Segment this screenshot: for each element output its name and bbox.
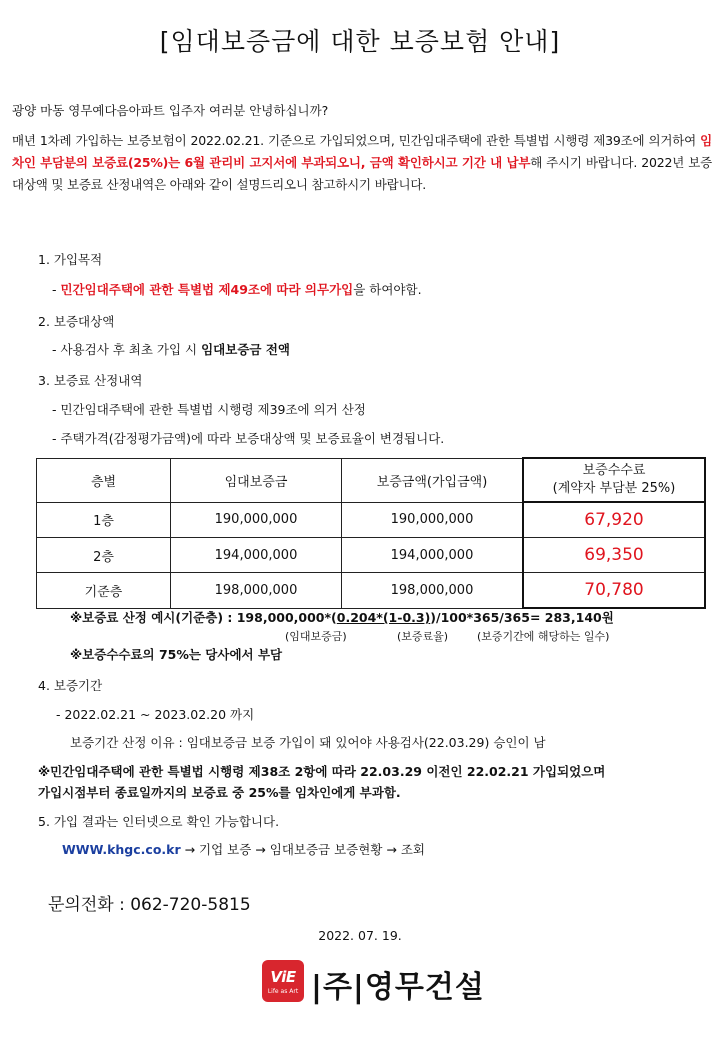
section5-path: → 기업 보증 → 임대보증금 보증현황 → 조회: [180, 842, 425, 857]
fee-example-rate: 0.204*(1-0.3): [336, 610, 431, 625]
table-row: [37, 573, 706, 609]
note-deposit: (임대보증금): [285, 630, 347, 643]
fee-table-header-row: [37, 458, 706, 502]
fee-table: [36, 457, 706, 609]
row-fee: 67,920: [523, 502, 705, 538]
section1-tail: 을 하여야함.: [353, 282, 422, 297]
section3-heading: 3. 보증료 산정내역: [38, 373, 143, 388]
company-name: |주|영무건설: [311, 970, 485, 1005]
header-fee-line1: 보증수수료: [582, 463, 646, 478]
row-insured: 190,000,000: [342, 502, 524, 538]
vie-logo-mark: ViE: [270, 968, 296, 986]
contact-phone: 문의전화 : 062-720-5815: [48, 895, 251, 915]
section1-line: [52, 280, 422, 298]
section4-reason: 보증기간 산정 이유 : 임대보증금 보증 가입이 돼 있어야 사용검사(22.03.29) 승인이 남: [70, 735, 546, 750]
vie-logo-tagline: Life as Art: [267, 988, 299, 995]
table-row: [37, 538, 706, 573]
section1-heading: 1. 가입목적: [38, 252, 103, 267]
khgc-link[interactable]: WWW.khgc.co.kr: [62, 842, 181, 857]
row-floor: 기준층: [37, 573, 171, 609]
greeting: 광양 마동 영무예다음아파트 입주자 여러분 안녕하십니까?: [12, 103, 329, 118]
page-title: [임대보증금에 대한 보증보험 안내]: [159, 27, 561, 56]
section5-line: [62, 840, 425, 858]
note-rate: (보증료율): [397, 630, 449, 643]
intro-highlight: 임차인 부담분의 보증료(25%)는 6월 관리비 고지서에 부과되오니, 금액 확인하시고 기간 내 납부: [12, 133, 712, 170]
intro-text-1: 매년 1차례 가입하는 보증보험이 2022.02.21. 기준으로 가입되었으며, 민간임대주택에 관한 특별법 시행령 제39조에 의거하여: [12, 133, 701, 148]
fee-example-suffix: )/100*365/365= 283,140원: [430, 610, 614, 625]
row-fee: 69,350: [523, 538, 705, 573]
table-row: [37, 502, 706, 538]
row-floor: 1층: [37, 502, 171, 538]
vie-logo: [262, 960, 304, 1002]
document-date: 2022. 07. 19.: [318, 928, 402, 943]
section1-dash: -: [52, 282, 61, 297]
section5-heading: 5. 가입 결과는 인터넷으로 확인 가능합니다.: [38, 814, 280, 829]
note-days: (보증기간에 해당하는 일수): [477, 630, 610, 643]
section2-line: [52, 340, 290, 358]
notice-line2: 가입시점부터 종료일까지의 보증료 중 25%를 임차인에게 부과함.: [38, 785, 401, 800]
row-deposit: 198,000,000: [171, 573, 342, 609]
section4-heading: 4. 보증기간: [38, 678, 103, 693]
section2-bold: 임대보증금 전액: [201, 342, 290, 357]
header-fee-line2: (계약자 부담분 25%): [552, 481, 676, 496]
row-fee: 70,780: [523, 573, 705, 609]
row-deposit: 194,000,000: [171, 538, 342, 573]
fee-example: [70, 608, 614, 626]
header-deposit: 임대보증금: [171, 458, 342, 502]
section2-heading: 2. 보증대상액: [38, 314, 115, 329]
intro-text-2: 해 주시기 바랍니다. 2022년 보증대상액 및 보증료 산정내역은 아래와 같이 설명드리오니 참고하시기 바랍니다.: [12, 155, 712, 192]
notice-line1: ※민간임대주택에 관한 특별법 시행령 제38조 2항에 따라 22.03.29 이전인 22.02.21 가입되었으며: [38, 764, 606, 779]
company-share-note: ※보증수수료의 75%는 당사에서 부담: [70, 647, 283, 662]
row-floor: 2층: [37, 538, 171, 573]
row-insured: 194,000,000: [342, 538, 524, 573]
section3-line2: - 주택가격(감정평가금액)에 따라 보증대상액 및 보증료율이 변경됩니다.: [52, 431, 445, 446]
fee-example-prefix: ※보증료 산정 예시(기준층) : 198,000,000*(: [70, 610, 337, 625]
intro-paragraph: [12, 130, 712, 196]
section3-line1: - 민간임대주택에 관한 특별법 시행령 제39조에 의거 산정: [52, 402, 366, 417]
header-fee: [523, 458, 705, 502]
row-insured: 198,000,000: [342, 573, 524, 609]
header-insured: 보증금액(가입금액): [342, 458, 524, 502]
section1-highlight: 민간임대주택에 관한 특별법 제49조에 따라 의무가입: [60, 282, 354, 297]
section2-text: - 사용검사 후 최초 가입 시: [52, 342, 202, 357]
header-floor: 층별: [37, 458, 171, 502]
row-deposit: 190,000,000: [171, 502, 342, 538]
section4-period: - 2022.02.21 ~ 2023.02.20 까지: [56, 707, 255, 722]
